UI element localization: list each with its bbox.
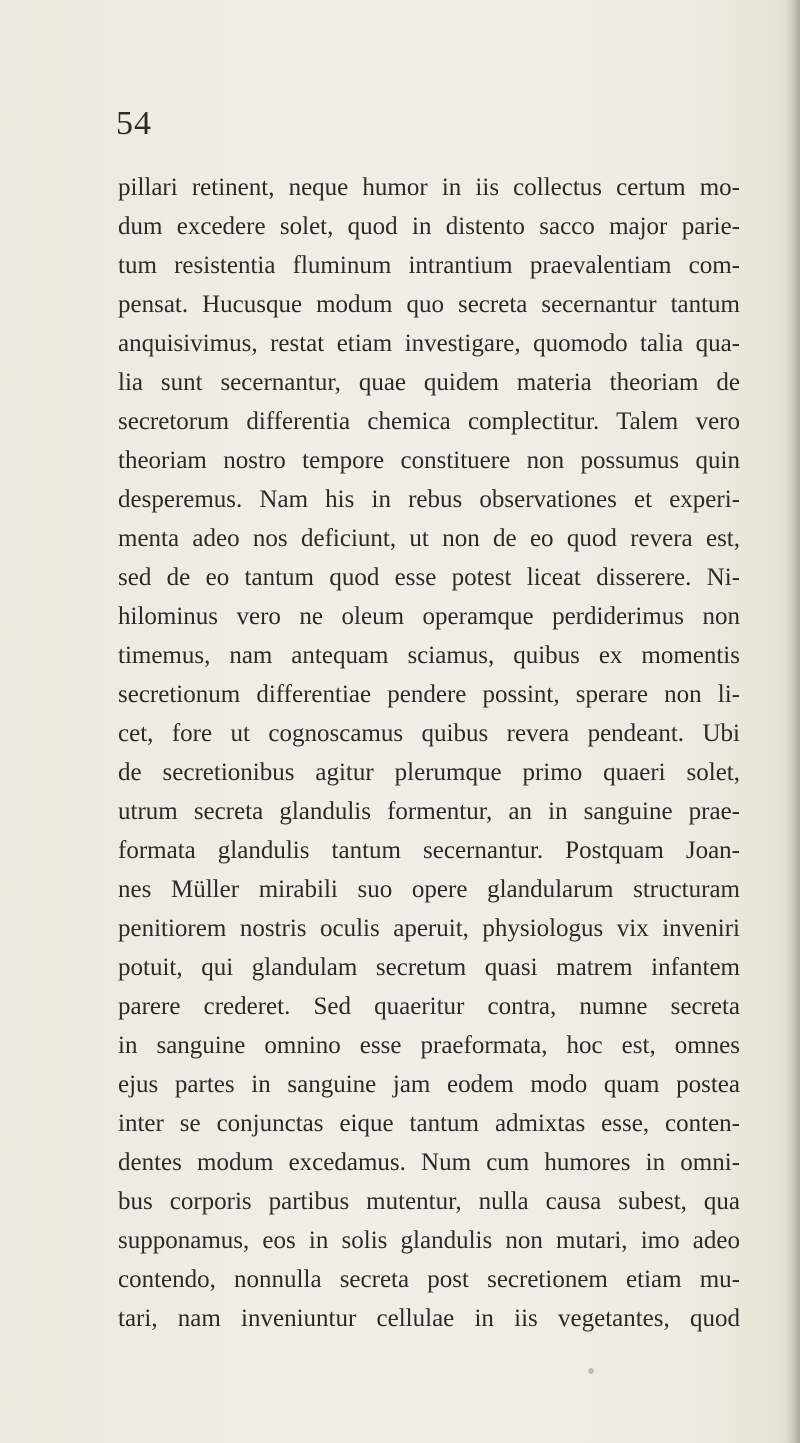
text-line: desperemus. Nam his in rebus observationes et experi- [118, 486, 740, 513]
text-line: in sanguine omnino esse praeformata, hoc est, omnes [118, 1032, 740, 1059]
text-line: contendo, nonnulla secreta post secretionem etiam mu- [118, 1266, 740, 1293]
text-line: tari, nam inveniuntur cellulae in iis vegetantes, quod [118, 1305, 740, 1332]
body-text [118, 168, 740, 1338]
text-line: inter se conjunctas eique tantum admixtas esse, conten- [118, 1110, 740, 1137]
text-line: dum excedere solet, quod in distento sacco major parie- [118, 213, 740, 240]
text-line: sed de eo tantum quod esse potest liceat disserere. Ni- [118, 564, 740, 591]
text-line: pillari retinent, neque humor in iis collectus certum mo- [118, 174, 740, 201]
text-line: hilominus vero ne oleum operamque perdiderimus non [118, 603, 740, 630]
text-line: secretorum differentia chemica complectitur. Talem vero [118, 408, 740, 435]
text-line: theoriam nostro tempore constituere non possumus quin [118, 447, 740, 474]
text-line: parere crederet. Sed quaeritur contra, numne secreta [118, 993, 740, 1020]
text-line: pensat. Hucusque modum quo secreta secernantur tantum [118, 291, 740, 318]
text-line: menta adeo nos deficiunt, ut non de eo quod revera est, [118, 525, 740, 552]
text-line: utrum secreta glandulis formentur, an in sanguine prae- [118, 798, 740, 825]
text-line: formata glandulis tantum secernantur. Postquam Joan- [118, 837, 740, 864]
ink-speck [588, 1368, 594, 1374]
text-line: ejus partes in sanguine jam eodem modo quam postea [118, 1071, 740, 1098]
text-line: anquisivimus, restat etiam investigare, quomodo talia qua- [118, 330, 740, 357]
text-line: dentes modum excedamus. Num cum humores in omni- [118, 1149, 740, 1176]
text-line: nes Müller mirabili suo opere glandularum structuram [118, 876, 740, 903]
text-line: potuit, qui glandulam secretum quasi matrem infantem [118, 954, 740, 981]
text-line: penitiorem nostris oculis aperuit, physiologus vix inveniri [118, 915, 740, 942]
page-number: 54 [116, 105, 152, 142]
text-line: cet, fore ut cognoscamus quibus revera pendeant. Ubi [118, 720, 740, 747]
text-line: tum resistentia fluminum intrantium praevalentiam com- [118, 252, 740, 279]
page-edge-shadow [786, 0, 800, 1443]
text-line: de secretionibus agitur plerumque primo quaeri solet, [118, 759, 740, 786]
text-line: bus corporis partibus mutentur, nulla causa subest, qua [118, 1188, 740, 1215]
text-line: secretionum differentiae pendere possint, sperare non li- [118, 681, 740, 708]
text-line: timemus, nam antequam sciamus, quibus ex momentis [118, 642, 740, 669]
text-line: supponamus, eos in solis glandulis non mutari, imo adeo [118, 1227, 740, 1254]
text-line: lia sunt secernantur, quae quidem materia theoriam de [118, 369, 740, 396]
